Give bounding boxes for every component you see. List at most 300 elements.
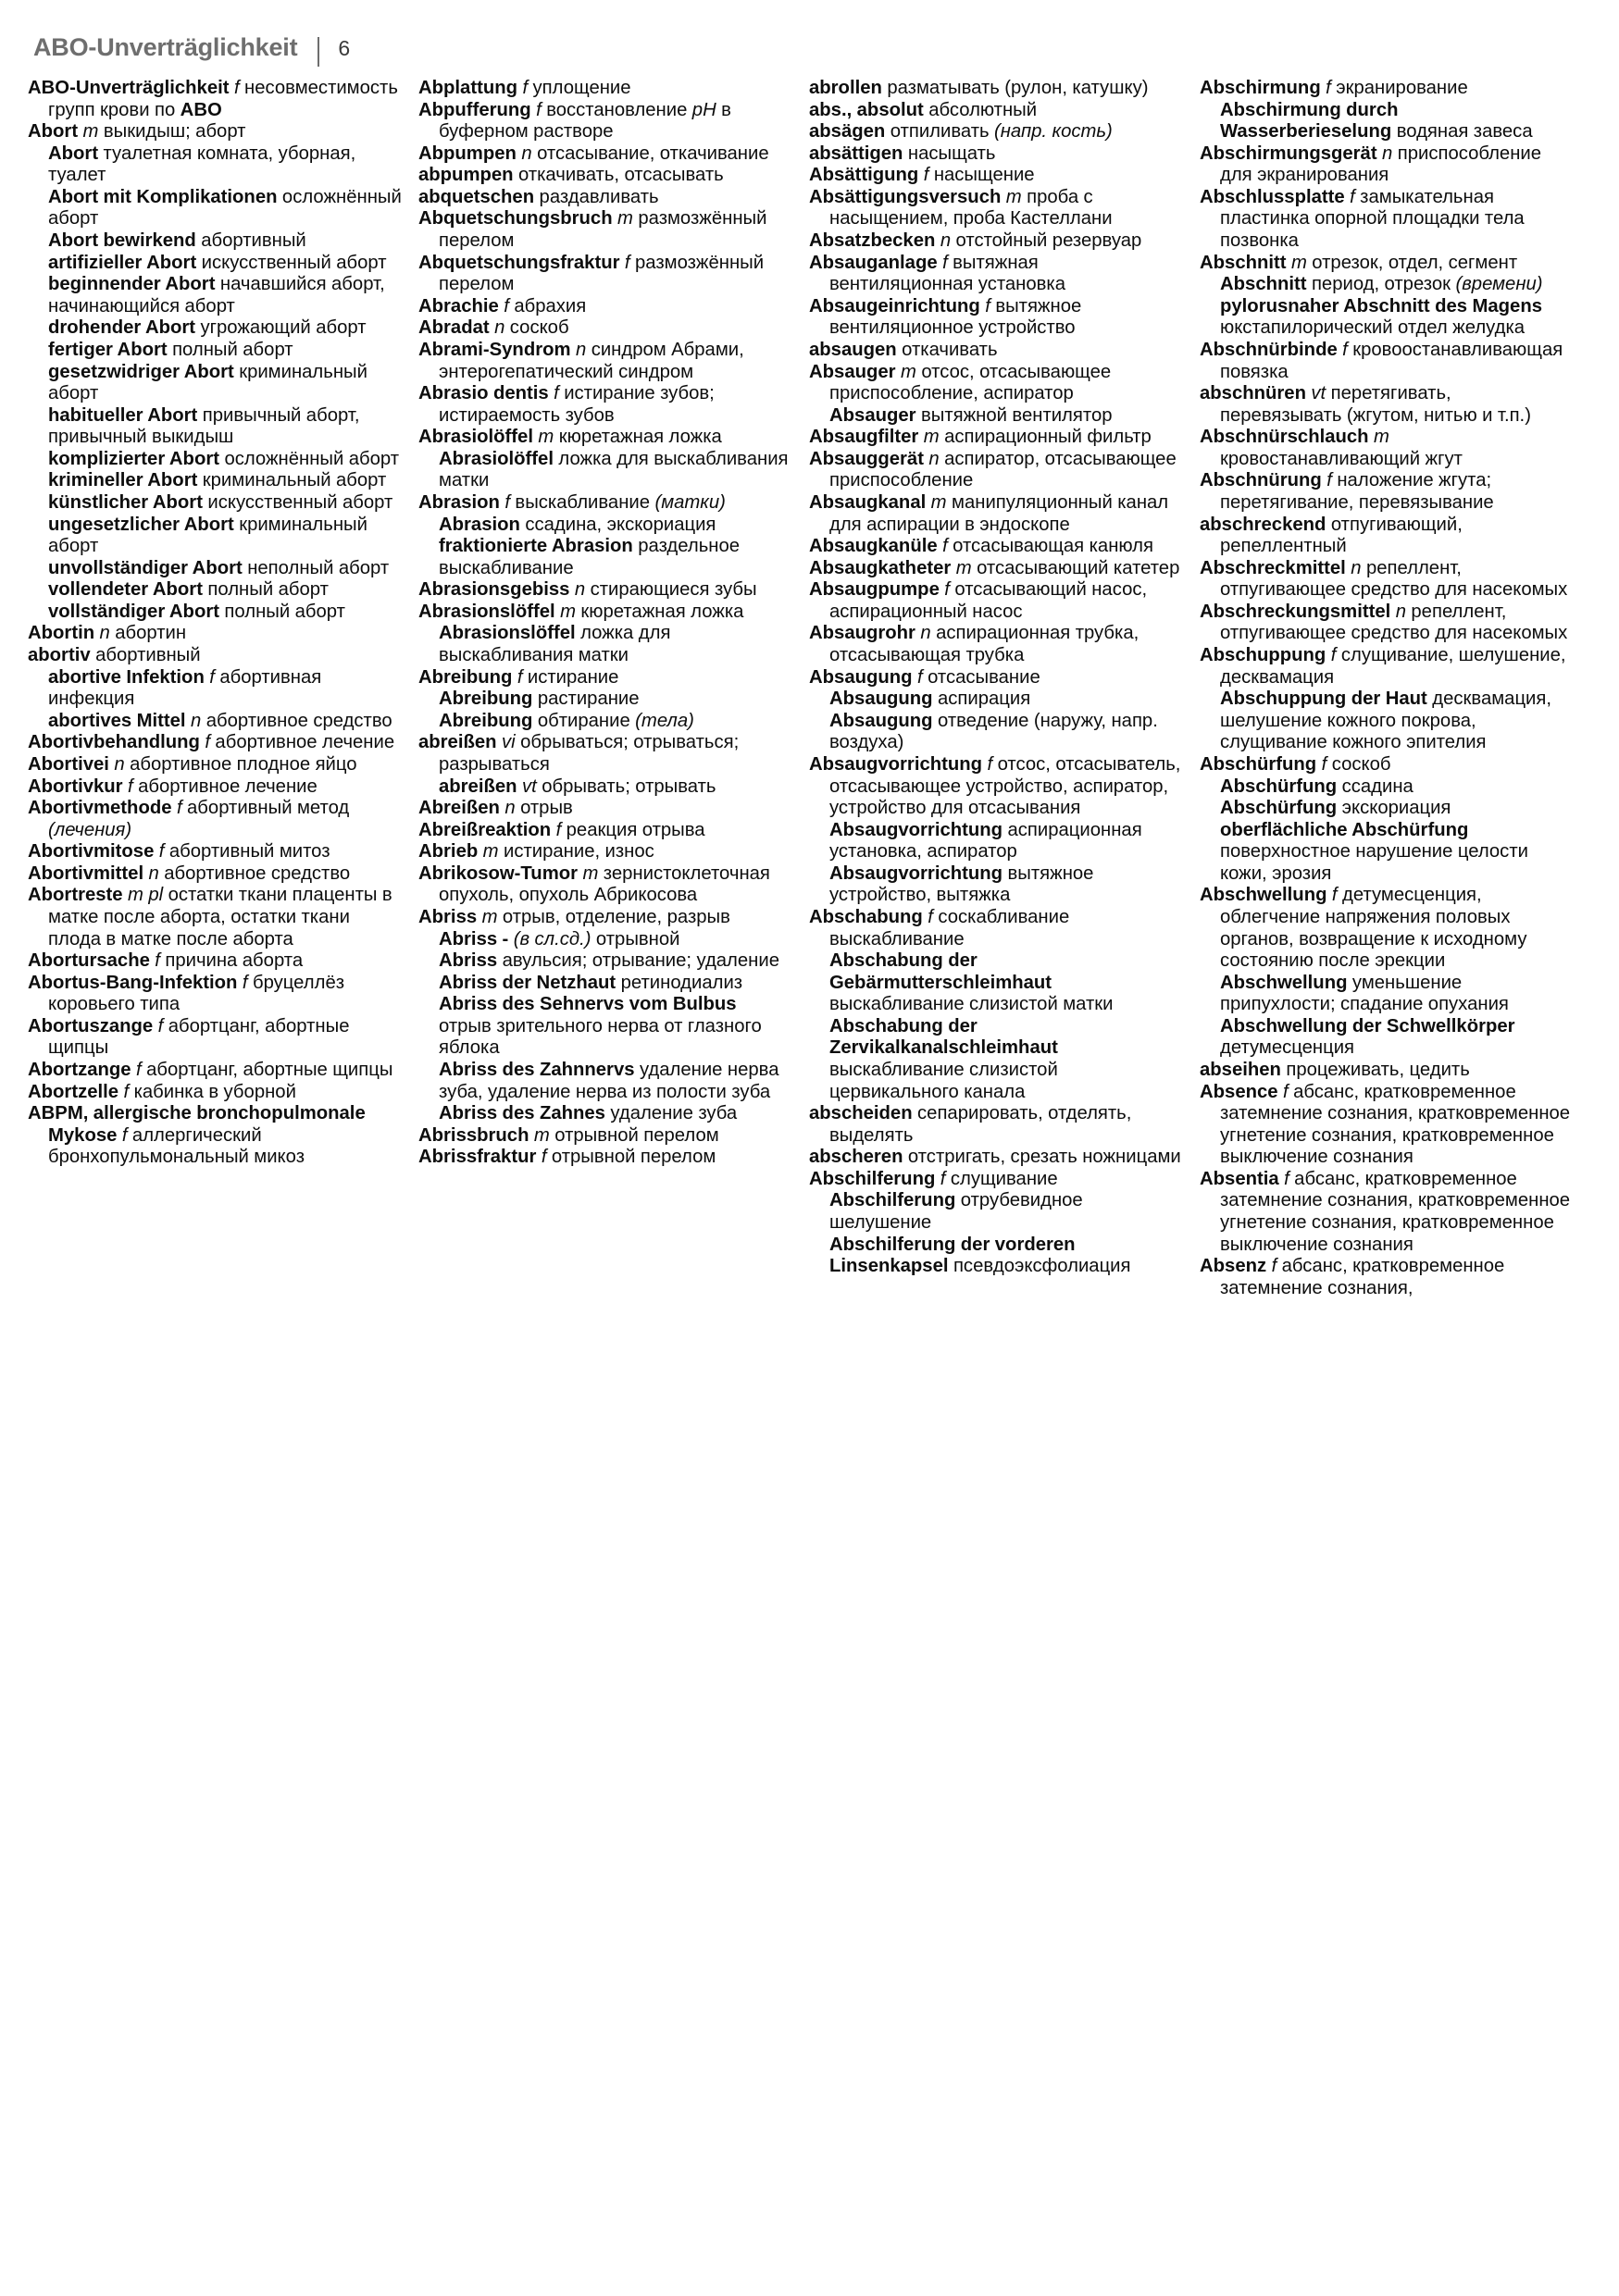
translation-text: абрахия <box>514 295 587 316</box>
dictionary-entry <box>1200 143 1574 187</box>
grammar-label: f <box>123 1081 130 1102</box>
dictionary-entry <box>418 863 792 907</box>
headword: Abrasion <box>418 491 500 513</box>
headword: Abreibung <box>439 710 533 731</box>
translation-text: полный аборт <box>207 579 329 601</box>
dictionary-entry <box>28 973 402 1016</box>
grammar-label: f <box>1326 78 1331 98</box>
dictionary-entry <box>418 579 792 602</box>
headword: Abschnitt <box>1200 252 1287 273</box>
grammar-label: f <box>624 252 630 273</box>
dictionary-subentry <box>1200 820 1574 886</box>
grammar-label: n <box>1395 601 1406 622</box>
headword: Abortursache <box>28 950 150 972</box>
translation-text: отрыв, отделение, разрыв <box>502 906 730 927</box>
translation-text: абортивное средство <box>164 863 351 884</box>
dictionary-entry <box>418 78 792 100</box>
headword: absägen <box>809 121 886 143</box>
grammar-label: m <box>923 427 940 448</box>
grammar-label: m <box>482 841 499 863</box>
translation-text: отрывной перелом <box>551 1147 716 1168</box>
headword: Abort mit Komplikationen <box>48 186 278 207</box>
grammar-label: f <box>942 536 948 557</box>
headword: unvollständiger Abort <box>48 557 243 578</box>
headword: Abschürfung <box>1200 753 1317 775</box>
dictionary-entry <box>418 383 792 427</box>
translation-text: насыщать <box>907 143 996 164</box>
grammar-label: f <box>522 78 529 98</box>
headword: krimineller Abort <box>48 470 198 491</box>
running-head-divider <box>318 37 319 67</box>
grammar-label: f <box>158 841 165 863</box>
translation-text: ссадина <box>1341 776 1414 797</box>
grammar-label: f <box>541 1147 547 1168</box>
dictionary-subentry <box>1200 1016 1574 1060</box>
dictionary-entry <box>418 340 792 383</box>
translation-text: остатки ткани плаценты в матке после аборта, остатки ткани плода в матке после аборта <box>48 885 392 949</box>
dictionary-entry <box>1200 383 1574 427</box>
grammar-label: f <box>242 972 248 993</box>
dictionary-entry <box>28 121 402 143</box>
headword: Absaugung <box>829 689 933 710</box>
translation-text: приспособление для экранирования <box>1220 143 1542 186</box>
grammar-label: f <box>504 295 509 316</box>
translation-text: аспирационная трубка, отсасывающая трубка <box>829 623 1140 666</box>
grammar-label: n <box>920 623 931 644</box>
dictionary-subentry <box>809 1235 1183 1278</box>
translation-text: абортивное лечение <box>138 776 318 797</box>
dictionary-subentry <box>28 405 402 449</box>
translation-text: юкстапилорический отдел желудка <box>1220 317 1526 339</box>
headword: Abschlussplatte <box>1200 186 1345 207</box>
dictionary-subentry <box>28 187 402 230</box>
translation-text: растирание <box>537 689 640 710</box>
grammar-label: f <box>176 798 182 819</box>
headword: Absaugvorrichtung <box>809 753 983 775</box>
headword: oberflächliche Abschürfung <box>1220 819 1469 840</box>
dictionary-entry <box>1200 78 1574 100</box>
dictionary-entry <box>418 602 792 624</box>
grammar-label: f <box>923 165 929 186</box>
translation-text: отстригать, срезать ножницами <box>907 1147 1181 1168</box>
dictionary-subentry <box>809 405 1183 428</box>
grammar-label: m <box>900 361 916 382</box>
headword: Abriss <box>439 950 498 972</box>
dictionary-entry <box>1200 1256 1574 1299</box>
dictionary-entry <box>809 449 1183 492</box>
headword: Abortivmittel <box>28 863 144 884</box>
headword: Abortus-Bang-Infektion <box>28 972 238 993</box>
translation-text: абортин <box>115 623 187 644</box>
headword: Absauggerät <box>809 448 924 469</box>
headword: Absaugkanal <box>809 491 927 513</box>
dictionary-entry <box>1200 1060 1574 1082</box>
dictionary-entry <box>809 907 1183 950</box>
headword: Absauganlage <box>809 252 938 273</box>
headword: Abrasion <box>439 514 520 535</box>
headword: Absatzbecken <box>809 230 936 252</box>
column-4 <box>1200 78 1590 1299</box>
translation-text: причина аборта <box>165 950 304 972</box>
dictionary-entry <box>1200 427 1574 470</box>
grammar-label: (лечения) <box>48 819 132 840</box>
grammar-label: f <box>233 78 240 98</box>
headword: abrollen <box>809 78 882 98</box>
grammar-label: f <box>1321 753 1327 775</box>
grammar-label: f <box>121 1124 128 1146</box>
dictionary-entry <box>809 667 1183 689</box>
headword: Abortivmitose <box>28 841 155 863</box>
grammar-label: f <box>135 1060 142 1081</box>
translation-text: искусственный аборт <box>207 491 393 513</box>
dictionary-subentry <box>28 230 402 253</box>
dictionary-entry <box>28 841 402 863</box>
dictionary-entry <box>28 776 402 799</box>
headword: Absauger <box>829 404 916 426</box>
headword: gesetzwidriger Abort <box>48 361 234 382</box>
translation-text: аспирационная установка, аспиратор <box>829 819 1142 863</box>
grammar-label: vi <box>501 732 516 753</box>
headword: abreißen <box>439 776 517 797</box>
translation-text: удаление нерва зуба, удаление нерва из полости зуба <box>439 1060 779 1102</box>
dictionary-entry <box>28 1103 402 1169</box>
grammar-label: (в сл.сд.) <box>513 928 592 949</box>
translation-text: ложка для выскабливания матки <box>439 448 789 491</box>
dictionary-entry <box>28 1016 402 1060</box>
translation-text: десквамация, шелушение кожного покрова, слущивание кожного эпителия <box>1220 689 1552 753</box>
dictionary-entry <box>809 623 1183 666</box>
dictionary-entry <box>28 1082 402 1104</box>
translation-text: истирание зубов; истираемость зубов <box>439 383 715 426</box>
grammar-label: (напр. кость) <box>994 121 1113 143</box>
translation-text: проба с насыщением, проба Кастеллани <box>829 186 1113 230</box>
grammar-label: n <box>940 230 952 252</box>
headword: Abschuppung <box>1200 645 1326 666</box>
headword: Abortivmethode <box>28 798 172 819</box>
headword: Absence <box>1200 1081 1278 1102</box>
grammar-label: f <box>944 579 950 601</box>
grammar-label: vt <box>521 776 537 797</box>
translation-text: угрожающий аборт <box>200 317 367 339</box>
grammar-label: m <box>538 427 554 448</box>
grammar-label: (времени) <box>1455 274 1543 295</box>
headword: Abschwellung der Schwellkörper <box>1220 1015 1515 1036</box>
translation-text: осложнённый аборт <box>48 186 402 230</box>
headword: Abortuszange <box>28 1015 154 1036</box>
headword: Abreißreaktion <box>418 819 552 840</box>
dictionary-subentry <box>1200 689 1574 754</box>
headword: drohender Abort <box>48 317 196 339</box>
translation-text: соскоб <box>509 317 569 339</box>
dictionary-subentry <box>1200 798 1574 820</box>
translation-text: осложнённый аборт <box>224 448 400 469</box>
headword: Absaugfilter <box>809 427 919 448</box>
headword: vollendeter Abort <box>48 579 203 601</box>
translation-text: абсанс, кратковременное затемнение сознания, кратковременное угнетение сознания, кратковременное выключение сознания <box>1220 1168 1571 1255</box>
grammar-label: f <box>157 1015 164 1036</box>
grammar-label: m <box>82 121 99 143</box>
grammar-label: f <box>504 491 510 513</box>
dictionary-entry <box>418 667 792 689</box>
headword: abschnüren <box>1200 383 1306 404</box>
grammar-label: (тела) <box>635 710 694 731</box>
dictionary-entry <box>809 1103 1183 1147</box>
dictionary-subentry <box>28 515 402 558</box>
translation-text: синдром Абрами, энтерогепатический синдром <box>439 339 744 382</box>
translation-text: выскабливание слизистой цервикального канала <box>829 1060 1058 1102</box>
grammar-label: m <box>1290 252 1307 273</box>
dictionary-entry <box>809 100 1183 122</box>
dictionary-subentry <box>1200 973 1574 1016</box>
translation-text: период, отрезок <box>1311 274 1451 295</box>
translation-text: абсанс, кратковременное затемнение сознания, кратковременное угнетение сознания, кратковременное выключение сознания <box>1220 1081 1571 1168</box>
dictionary-entry <box>418 296 792 318</box>
translation-text: отсасывание <box>928 666 1040 688</box>
headword: Abschnürung <box>1200 470 1322 491</box>
translation-text: обрывать; отрывать <box>542 776 716 797</box>
headword: Abortzelle <box>28 1081 119 1102</box>
translation-text: наложение жгута; перетягивание, перевязывание <box>1220 470 1494 513</box>
dictionary-subentry <box>28 274 402 317</box>
headword: Absaugvorrichtung <box>829 863 1003 884</box>
headword: Abrasionsgebiss <box>418 579 570 601</box>
dictionary-entry <box>809 340 1183 362</box>
dictionary-subentry <box>418 449 792 492</box>
headword: Abrasiolöffel <box>439 448 554 469</box>
translation-text: процеживать, цедить <box>1286 1060 1470 1081</box>
dictionary-entry <box>1200 253 1574 275</box>
dictionary-subentry <box>1200 274 1574 296</box>
headword: Abriss der Netzhaut <box>439 972 616 993</box>
translation-text: зернистоклеточная опухоль, опухоль Абрикосова <box>439 863 770 906</box>
grammar-label: m <box>955 557 972 578</box>
grammar-label: f <box>536 99 542 120</box>
translation-text: ложка для выскабливания матки <box>439 623 671 666</box>
dictionary-entry <box>28 863 402 886</box>
translation-text: абортивное плодное яйцо <box>130 753 357 775</box>
dictionary-subentry <box>28 340 402 362</box>
grammar-label: n <box>521 143 532 164</box>
grammar-label: m <box>560 601 576 622</box>
dictionary-entry <box>809 362 1183 405</box>
translation-text: аспиратор, отсасывающее приспособление <box>829 448 1177 491</box>
headword: abortives Mittel <box>48 710 186 731</box>
dictionary-subentry <box>809 863 1183 907</box>
headword: Abrami-Syndrom <box>418 339 571 360</box>
dictionary-entry <box>418 732 792 776</box>
grammar-label: f <box>1284 1168 1289 1189</box>
grammar-label: m <box>481 906 498 927</box>
grammar-label: m <box>617 208 633 230</box>
translation-text: детумесценция, облегчение напряжения половых органов, возвращение к исходному состоянию после эрекции <box>1220 885 1527 972</box>
headword: Absaugpumpe <box>809 579 940 601</box>
dictionary-subentry <box>418 623 792 666</box>
running-head-title: ABO-Unverträglichkeit <box>33 33 298 61</box>
headword: abseihen <box>1200 1060 1281 1081</box>
dictionary-entry <box>1200 754 1574 776</box>
dictionary-entry <box>1200 1169 1574 1256</box>
dictionary-entry <box>1200 515 1574 558</box>
translation-text: абортивное средство <box>205 710 392 731</box>
headword: artifizieller Abort <box>48 252 197 273</box>
dictionary-subentry <box>28 317 402 340</box>
headword: Abriss des Sehnervs vom Bulbus <box>439 994 737 1015</box>
headword: abscheiden <box>809 1103 913 1124</box>
dictionary-subentry <box>418 973 792 995</box>
dictionary-entry <box>28 950 402 973</box>
dictionary-subentry <box>418 776 792 799</box>
headword: Abortin <box>28 623 95 644</box>
dictionary-entry <box>418 1147 792 1169</box>
headword: Abschirmung <box>1200 78 1321 98</box>
translation-text: полный аборт <box>224 601 345 622</box>
headword: Abplattung <box>418 78 518 98</box>
headword: Abrachie <box>418 295 499 316</box>
headword: Abschilferung <box>829 1190 956 1211</box>
headword: Abort bewirkend <box>48 230 196 252</box>
headword: Abschilferung der vorderen Linsenkapsel <box>829 1234 1076 1277</box>
headword: Absaugkatheter <box>809 557 952 578</box>
translation-text: раздельное выскабливание <box>439 536 741 578</box>
headword: Abrasionslöffel <box>418 601 555 622</box>
headword: Abschürfung <box>1220 798 1338 819</box>
dictionary-subentry <box>418 950 792 973</box>
headword: Abquetschungsbruch <box>418 208 613 230</box>
translation-text: отсасывающая канюля <box>953 536 1153 557</box>
dictionary-subentry <box>28 602 402 624</box>
translation-text: абсолютный <box>928 99 1038 120</box>
headword: Abschnitt <box>1220 274 1307 295</box>
translation-text: насыщение <box>933 165 1035 186</box>
grammar-label: m <box>1374 427 1389 448</box>
dictionary-subentry <box>28 711 402 733</box>
grammar-label: f <box>1350 186 1355 207</box>
grammar-label: f <box>1271 1256 1277 1277</box>
dictionary-entry <box>28 645 402 667</box>
translation-text: отрывной <box>595 928 680 949</box>
translation-text: несовместимость групп крови по <box>48 78 398 120</box>
grammar-label: f <box>555 819 562 840</box>
translation-text: отрубевидное шелушение <box>829 1190 1083 1234</box>
headword: Abschirmungsgerät <box>1200 143 1377 164</box>
headword: Abschürfung <box>1220 776 1338 797</box>
grammar-label: m <box>930 491 947 513</box>
headword: künstlicher Abort <box>48 491 203 513</box>
headword: Abreißen <box>418 798 500 819</box>
dictionary-entry <box>418 100 792 143</box>
headword: beginnender Abort <box>48 274 216 295</box>
headword: Abschirmung durch Wasserberieselung <box>1220 99 1399 143</box>
dictionary-subentry <box>809 950 1183 1016</box>
grammar-label: n <box>504 798 516 819</box>
dictionary-subentry <box>418 711 792 733</box>
dictionary-subentry <box>28 558 402 580</box>
headword: Abort <box>48 143 99 164</box>
grammar-label: f <box>928 906 933 927</box>
dictionary-entry <box>1200 1082 1574 1169</box>
dictionary-entry <box>809 754 1183 820</box>
dictionary-entry <box>418 907 792 929</box>
translation-text: экскориация <box>1341 798 1451 819</box>
translation-text: соскоб <box>1331 753 1391 775</box>
headword: abschreckend <box>1200 514 1326 535</box>
headword: ungesetzlicher Abort <box>48 514 234 535</box>
dictionary-entry <box>1200 645 1574 689</box>
headword: Abrikosow-Tumor <box>418 863 579 884</box>
dictionary-subentry <box>809 1016 1183 1103</box>
grammar-label: f <box>205 732 210 753</box>
column-3 <box>809 78 1200 1299</box>
headword: Abradat <box>418 317 490 339</box>
headword: Abriss des Zahnes <box>439 1103 605 1124</box>
dictionary-entry <box>809 1147 1183 1169</box>
dictionary-entry <box>418 165 792 187</box>
translation-text: уменьшение припухлости; спадание опухания <box>1220 972 1509 1015</box>
dictionary-entry <box>418 317 792 340</box>
column-1 <box>28 78 418 1299</box>
grammar-label: f <box>987 753 993 775</box>
headword: Abschnürschlauch <box>1200 427 1369 448</box>
translation-text: размозжённый перелом <box>439 208 767 252</box>
grammar-label: f <box>985 295 990 316</box>
grammar-label: f <box>127 776 133 797</box>
dictionary-entry <box>1200 470 1574 514</box>
dictionary-entry <box>809 558 1183 580</box>
dictionary-entry <box>809 253 1183 296</box>
dictionary-entry <box>418 143 792 166</box>
translation-text: обрываться; отрываться; разрываться <box>439 732 740 775</box>
translation-text: привычный аборт, привычный выкидыш <box>48 404 360 448</box>
headword: absättigen <box>809 143 903 164</box>
grammar-label: m pl <box>128 885 164 906</box>
headword: Abriss des Zahnnervs <box>439 1060 635 1081</box>
headword: Abortivbehandlung <box>28 732 200 753</box>
dictionary-subentry <box>1200 776 1574 799</box>
translation-text: псевдоэксфолиация <box>953 1256 1131 1277</box>
translation-text: выскабливание слизистой матки <box>829 994 1114 1015</box>
dictionary-entry <box>418 798 792 820</box>
translation-text: детумесценция <box>1220 1037 1355 1059</box>
translation-text: сепарировать, отделять, выделять <box>829 1103 1132 1146</box>
headword: abscheren <box>809 1147 903 1168</box>
grammar-label: n <box>114 753 125 775</box>
dictionary-subentry <box>1200 100 1574 143</box>
grammar-label: m <box>1005 186 1022 207</box>
translation-text: криминальный аборт <box>48 361 367 404</box>
dictionary-subentry <box>28 667 402 711</box>
headword: habitueller Abort <box>48 404 198 426</box>
headword: Abpufferung <box>418 99 531 120</box>
translation-text: слущивание, шелушение, десквамация <box>1220 645 1566 688</box>
translation-text: отрезок, отдел, сегмент <box>1312 252 1518 273</box>
translation-text: отпугивающий, репеллентный <box>1220 514 1463 557</box>
dictionary-entry <box>418 820 792 842</box>
translation-text: соскабливание выскабливание <box>829 906 1070 949</box>
translation-text: отсос, отсасыватель, отсасывающее устройство, аспиратор, устройство для отсасывания <box>829 753 1181 819</box>
dictionary-entry <box>1200 340 1574 383</box>
translation-text: ссадина, экскориация <box>525 514 716 535</box>
dictionary-subentry <box>28 449 402 471</box>
headword: abs., absolut <box>809 99 924 120</box>
headword: absaugen <box>809 339 897 360</box>
translation-text: удаление зуба <box>610 1103 738 1124</box>
grammar-label: (матки) <box>654 491 726 513</box>
dictionary-subentry <box>28 470 402 492</box>
translation-text: уплощение <box>532 78 631 98</box>
translation-text: перетягивать, перевязывать (жгутом, нитью и т.п.) <box>1220 383 1531 426</box>
translation-text: реакция отрыва <box>566 819 705 840</box>
dictionary-entry <box>809 1169 1183 1191</box>
